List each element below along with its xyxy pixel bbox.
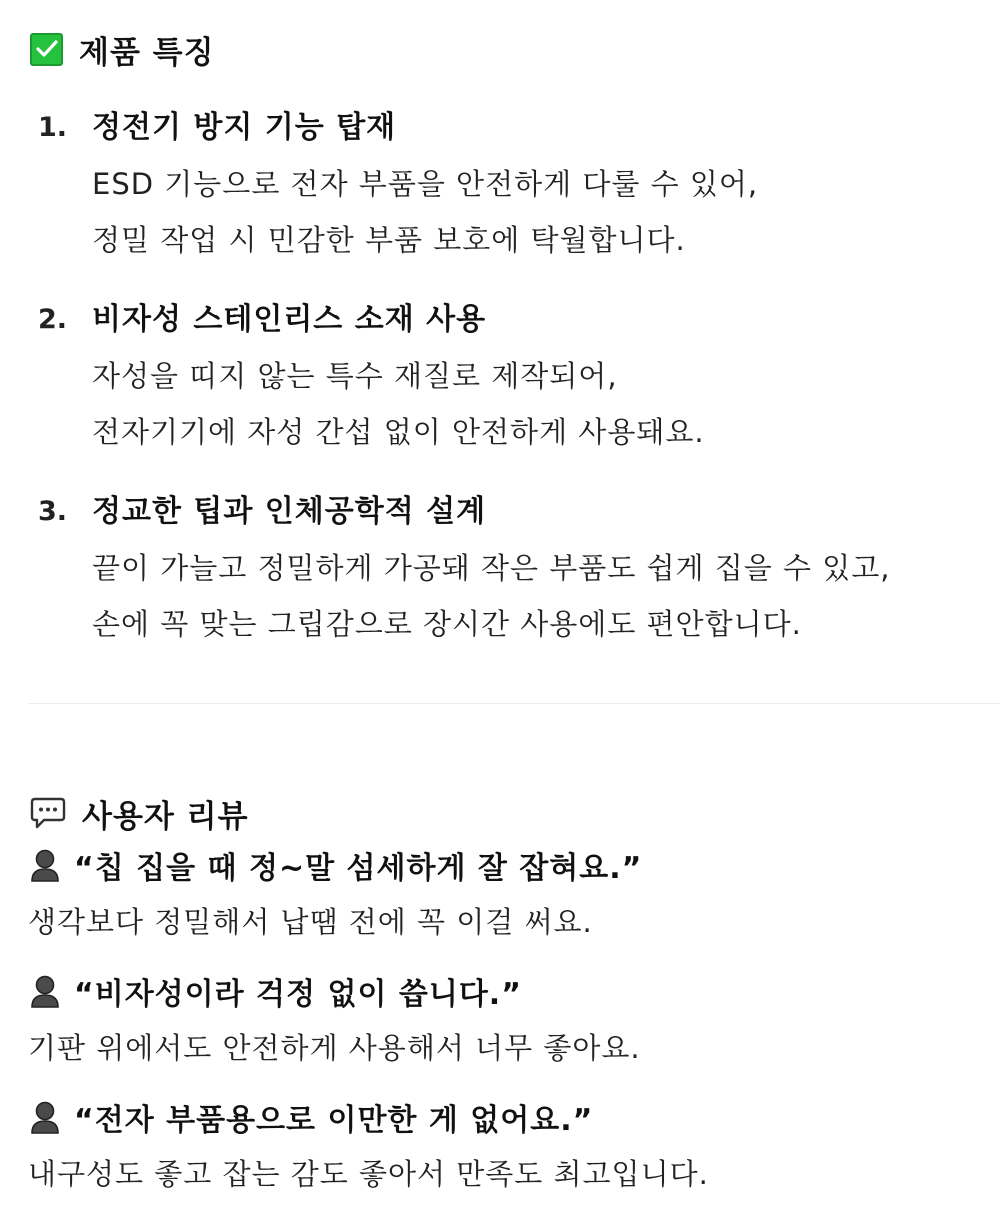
person-icon [30,974,60,1008]
person-icon [30,848,60,882]
features-heading [30,26,990,72]
review-quote: “전자 부품용으로 이만한 게 없어요.” [74,1103,594,1138]
review-text: 기판 위에서도 안전하게 사용해서 너무 좋아요. [28,1031,641,1065]
check-mark-button-icon [30,33,63,66]
feature-number: 3. [38,496,68,527]
review-item-1 [30,836,990,950]
reviews-section [30,790,990,1202]
feature-description-line: 자성을 띠지 않는 특수 재질로 제작되어, [92,359,618,393]
reviews-heading [30,790,990,836]
feature-item-1 [30,100,990,268]
feature-description-line: ESD 기능으로 전자 부품을 안전하게 다룰 수 있어, [92,167,759,201]
feature-description-line: 정밀 작업 시 민감한 부품 보호에 탁월합니다. [92,223,686,257]
features-heading-text: 제품 특징 [79,34,215,71]
feature-number: 2. [38,304,68,335]
review-quote: “비자성이라 걱정 없이 씁니다.” [74,977,522,1012]
feature-list [30,100,990,652]
review-text: 내구성도 좋고 잡는 감도 좋아서 만족도 최고입니다. [28,1157,709,1191]
feature-title: 비자성 스테인리스 소재 사용 [92,302,487,337]
reviews-heading-text: 사용자 리뷰 [82,798,249,835]
feature-item-2 [30,292,990,460]
feature-title: 정교한 팁과 인체공학적 설계 [92,494,487,529]
feature-description-line: 전자기기에 자성 간섭 없이 안전하게 사용돼요. [92,415,705,449]
review-text: 생각보다 정밀해서 납땜 전에 꼭 이걸 써요. [28,905,593,939]
speech-bubble-icon [30,796,66,830]
features-section [30,26,990,676]
feature-number: 1. [38,112,68,143]
section-divider [28,703,1000,704]
review-item-3 [30,1088,990,1202]
feature-title: 정전기 방지 기능 탑재 [92,110,397,145]
feature-description-line: 손에 꼭 맞는 그립감으로 장시간 사용에도 편안합니다. [92,607,802,641]
person-icon [30,1100,60,1134]
feature-description-line: 끝이 가늘고 정밀하게 가공돼 작은 부품도 쉽게 집을 수 있고, [92,551,891,585]
feature-item-3 [30,484,990,652]
review-quote: “칩 집을 때 정~말 섬세하게 잘 잡혀요.” [74,851,643,886]
review-item-2 [30,962,990,1076]
